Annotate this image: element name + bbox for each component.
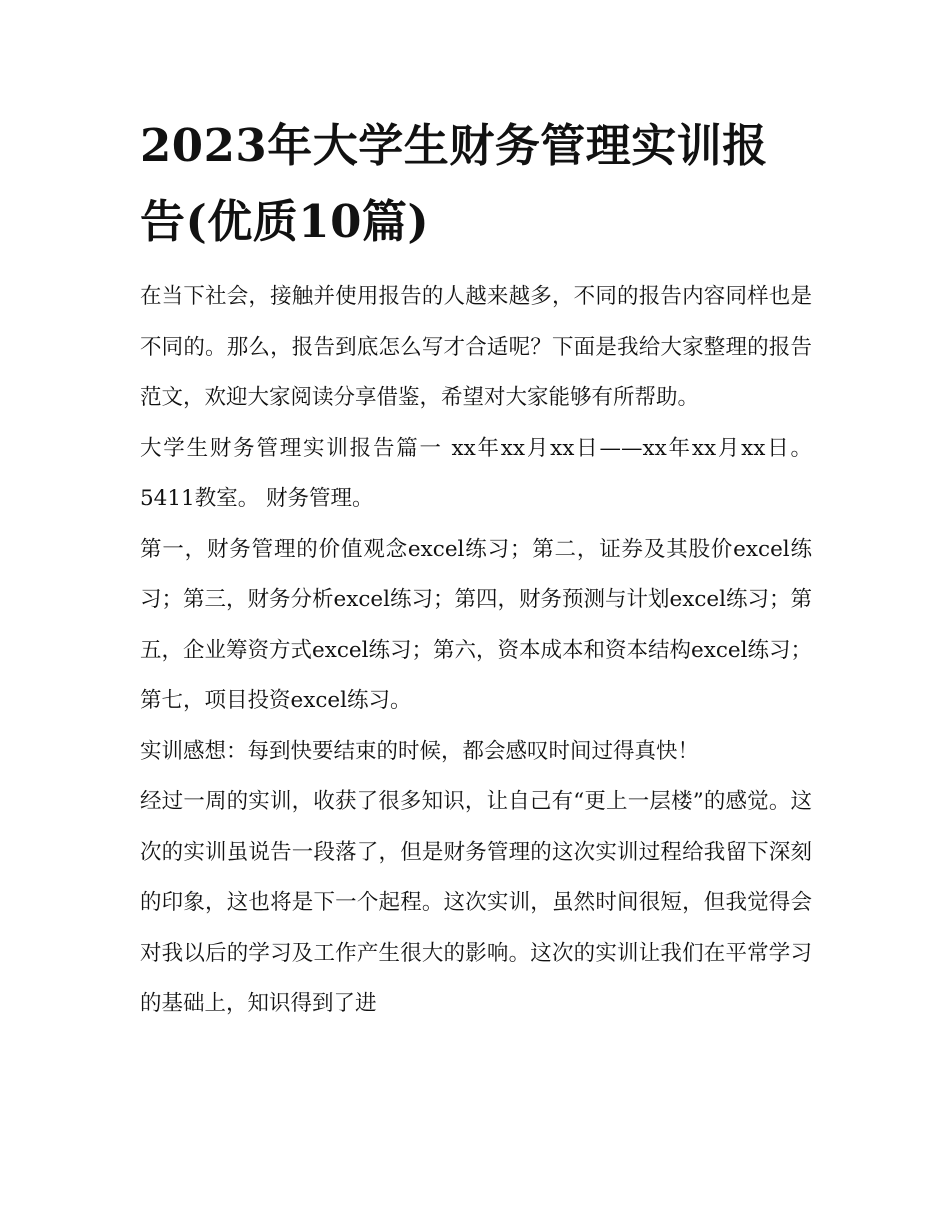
- document-page: [140, 108, 812, 1030]
- reflection-paragraph: 经过一周的实训，收获了很多知识，让自己有“更上一层楼”的感觉。这次的实训虽说告一段落了，但是财务管理的这次实训过程给我留下深刻的印象，这也将是下一个起程。这次实训，虽然时间很短，但我觉得会对我以后的学习及工作产生很大的影响。这次的实训让我们在平常学习的基础上，知识得到了进: [140, 789, 812, 1016]
- intro-paragraph: 在当下社会，接触并使用报告的人越来越多，不同的报告内容同样也是不同的。那么，报告到底怎么写才合适呢？下面是我给大家整理的报告范文，欢迎大家阅读分享借鉴，希望对大家能够有所帮助。: [140, 284, 812, 410]
- report-header-paragraph: 大学生财务管理实训报告篇一 xx年xx月xx日——xx年xx月xx日。 5411教室。 财务管理。: [140, 435, 812, 511]
- impression-heading-paragraph: 实训感想：每到快要结束的时候，都会感叹时间过得真快！: [140, 738, 700, 764]
- document-title: 2023年大学生财务管理实训报告(优质10篇): [140, 119, 768, 248]
- training-content-paragraph: 第一，财务管理的价值观念excel练习；第二，证券及其股价excel练习；第三，财务分析excel练习；第四，财务预测与计划excel练习；第五，企业筹资方式excel练习；第六，资本成本和资本结构excel练习；第七，项目投资excel练习。: [140, 536, 812, 713]
